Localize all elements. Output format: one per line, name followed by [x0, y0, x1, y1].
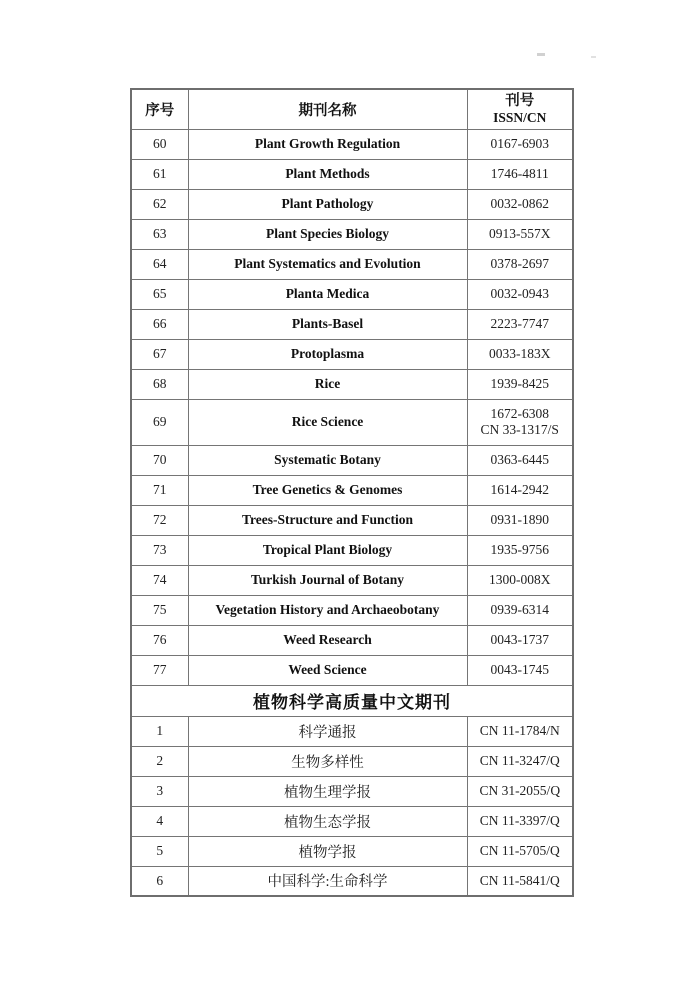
- scan-artifact: [591, 56, 596, 58]
- row-index: 5: [131, 836, 188, 866]
- journal-issn: 0931-1890: [467, 505, 573, 535]
- scan-artifact: [537, 53, 545, 56]
- row-index: 1: [131, 716, 188, 746]
- journal-issn: 0913-557X: [467, 219, 573, 249]
- journal-issn: 0032-0862: [467, 189, 573, 219]
- header-journal-name: 期刊名称: [188, 89, 467, 129]
- journal-issn: CN 11-3397/Q: [467, 806, 573, 836]
- journal-name: Plant Species Biology: [188, 219, 467, 249]
- journal-issn: 2223-7747: [467, 309, 573, 339]
- section-title: 植物科学高质量中文期刊: [131, 685, 573, 716]
- journal-issn: 0939-6314: [467, 595, 573, 625]
- journal-name: Weed Science: [188, 655, 467, 685]
- row-index: 66: [131, 309, 188, 339]
- journal-issn: 1300-008X: [467, 565, 573, 595]
- row-index: 67: [131, 339, 188, 369]
- journal-list-table: [130, 88, 574, 897]
- row-index: 3: [131, 776, 188, 806]
- row-index: 68: [131, 369, 188, 399]
- journal-issn: 0043-1745: [467, 655, 573, 685]
- row-index: 77: [131, 655, 188, 685]
- table-row: [131, 776, 573, 806]
- table-row: [131, 595, 573, 625]
- table-row: [131, 565, 573, 595]
- table-row: [131, 535, 573, 565]
- table-row: [131, 475, 573, 505]
- table-row: [131, 866, 573, 896]
- table-row: [131, 219, 573, 249]
- table-row: [131, 505, 573, 535]
- journal-name: Rice: [188, 369, 467, 399]
- journal-name: Protoplasma: [188, 339, 467, 369]
- issn-line1: 1672-6308: [490, 406, 549, 422]
- row-index: 73: [131, 535, 188, 565]
- row-index: 76: [131, 625, 188, 655]
- row-index: 60: [131, 129, 188, 159]
- table-row: [131, 339, 573, 369]
- journal-name: Plant Growth Regulation: [188, 129, 467, 159]
- journal-issn: 0033-183X: [467, 339, 573, 369]
- header-issn-line1: 刊号: [505, 92, 535, 109]
- journal-name: 生物多样性: [188, 746, 467, 776]
- journal-issn: 1939-8425: [467, 369, 573, 399]
- journal-issn: CN 11-3247/Q: [467, 746, 573, 776]
- table-row: [131, 399, 573, 445]
- header-issn: [467, 89, 573, 129]
- row-index: 62: [131, 189, 188, 219]
- table-row: [131, 746, 573, 776]
- row-index: 63: [131, 219, 188, 249]
- row-index: 71: [131, 475, 188, 505]
- table-row: [131, 249, 573, 279]
- table-row: [131, 279, 573, 309]
- table-row: [131, 369, 573, 399]
- row-index: 4: [131, 806, 188, 836]
- row-index: 65: [131, 279, 188, 309]
- table-row: [131, 129, 573, 159]
- journal-issn: CN 11-5705/Q: [467, 836, 573, 866]
- row-index: 61: [131, 159, 188, 189]
- journal-name: 植物生理学报: [188, 776, 467, 806]
- journal-name: Plant Systematics and Evolution: [188, 249, 467, 279]
- table-row: [131, 625, 573, 655]
- row-index: 69: [131, 399, 188, 445]
- journal-name: Plants-Basel: [188, 309, 467, 339]
- table-row: [131, 836, 573, 866]
- journal-name: Tree Genetics & Genomes: [188, 475, 467, 505]
- row-index: 74: [131, 565, 188, 595]
- table-row: [131, 309, 573, 339]
- section-header-row: [131, 685, 573, 716]
- journal-name: Rice Science: [188, 399, 467, 445]
- header-index: 序号: [131, 89, 188, 129]
- journal-issn: CN 31-2055/Q: [467, 776, 573, 806]
- row-index: 75: [131, 595, 188, 625]
- journal-name: Vegetation History and Archaeobotany: [188, 595, 467, 625]
- journal-issn: 1746-4811: [467, 159, 573, 189]
- row-index: 70: [131, 445, 188, 475]
- table-header-row: [131, 89, 573, 129]
- journal-issn: 0043-1737: [467, 625, 573, 655]
- journal-issn: CN 11-1784/N: [467, 716, 573, 746]
- table-row: [131, 159, 573, 189]
- table-row: [131, 716, 573, 746]
- journal-name: 科学通报: [188, 716, 467, 746]
- table-row: [131, 189, 573, 219]
- row-index: 6: [131, 866, 188, 896]
- journal-name: Turkish Journal of Botany: [188, 565, 467, 595]
- table-row: [131, 806, 573, 836]
- journal-issn: 1614-2942: [467, 475, 573, 505]
- journal-issn: [467, 399, 573, 445]
- journal-issn: 0032-0943: [467, 279, 573, 309]
- table-row: [131, 445, 573, 475]
- journal-name: Tropical Plant Biology: [188, 535, 467, 565]
- journal-name: 植物学报: [188, 836, 467, 866]
- journal-issn: 0378-2697: [467, 249, 573, 279]
- journal-issn: 0363-6445: [467, 445, 573, 475]
- journal-name: Planta Medica: [188, 279, 467, 309]
- journal-name: Plant Pathology: [188, 189, 467, 219]
- journal-name: Weed Research: [188, 625, 467, 655]
- table-row: [131, 655, 573, 685]
- journal-name: Systematic Botany: [188, 445, 467, 475]
- journal-issn: CN 11-5841/Q: [467, 866, 573, 896]
- journal-name: Plant Methods: [188, 159, 467, 189]
- header-issn-line2: ISSN/CN: [493, 109, 547, 125]
- issn-line2: CN 33-1317/S: [480, 422, 559, 437]
- row-index: 72: [131, 505, 188, 535]
- row-index: 2: [131, 746, 188, 776]
- journal-issn: 0167-6903: [467, 129, 573, 159]
- journal-name: 植物生态学报: [188, 806, 467, 836]
- row-index: 64: [131, 249, 188, 279]
- journal-name: 中国科学:生命科学: [188, 866, 467, 896]
- journal-name: Trees-Structure and Function: [188, 505, 467, 535]
- journal-issn: 1935-9756: [467, 535, 573, 565]
